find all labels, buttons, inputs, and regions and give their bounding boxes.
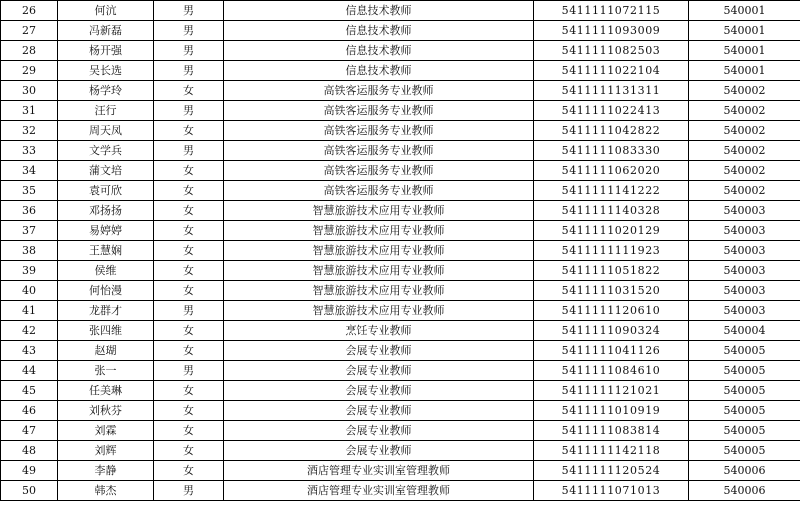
row-number-cell: 33 xyxy=(1,141,58,161)
gender-cell: 女 xyxy=(154,281,224,301)
position-cell: 智慧旅游技术应用专业教师 xyxy=(224,301,534,321)
table-row xyxy=(1,201,800,221)
table-row xyxy=(1,161,800,181)
gender-cell: 女 xyxy=(154,341,224,361)
table-row xyxy=(1,241,800,261)
position-cell: 酒店管理专业实训室管理教师 xyxy=(224,461,534,481)
exam-number-cell: 5411111062020 xyxy=(534,161,689,181)
name-cell: 汪行 xyxy=(58,101,154,121)
gender-cell: 男 xyxy=(154,301,224,321)
table-row xyxy=(1,441,800,461)
gender-cell: 女 xyxy=(154,401,224,421)
row-number-cell: 34 xyxy=(1,161,58,181)
row-number-cell: 37 xyxy=(1,221,58,241)
table-row xyxy=(1,361,800,381)
position-code-cell: 540006 xyxy=(689,461,800,481)
exam-number-cell: 5411111031520 xyxy=(534,281,689,301)
position-cell: 会展专业教师 xyxy=(224,401,534,421)
table-row xyxy=(1,261,800,281)
exam-number-cell: 5411111140328 xyxy=(534,201,689,221)
table-row xyxy=(1,481,800,501)
table-row xyxy=(1,181,800,201)
name-cell: 刘辉 xyxy=(58,441,154,461)
row-number-cell: 36 xyxy=(1,201,58,221)
table-row xyxy=(1,421,800,441)
row-number-cell: 49 xyxy=(1,461,58,481)
name-cell: 韩杰 xyxy=(58,481,154,501)
row-number-cell: 40 xyxy=(1,281,58,301)
row-number-cell: 35 xyxy=(1,181,58,201)
table-row xyxy=(1,1,800,21)
name-cell: 杨开强 xyxy=(58,41,154,61)
position-code-cell: 540005 xyxy=(689,341,800,361)
name-cell: 王慧娴 xyxy=(58,241,154,261)
name-cell: 杨学玲 xyxy=(58,81,154,101)
row-number-cell: 45 xyxy=(1,381,58,401)
gender-cell: 女 xyxy=(154,181,224,201)
name-cell: 刘霖 xyxy=(58,421,154,441)
gender-cell: 男 xyxy=(154,61,224,81)
position-code-cell: 540003 xyxy=(689,221,800,241)
table-row xyxy=(1,101,800,121)
table-row xyxy=(1,21,800,41)
name-cell: 袁可欣 xyxy=(58,181,154,201)
gender-cell: 女 xyxy=(154,241,224,261)
row-number-cell: 39 xyxy=(1,261,58,281)
position-cell: 信息技术教师 xyxy=(224,1,534,21)
gender-cell: 男 xyxy=(154,141,224,161)
table-body xyxy=(1,1,800,501)
gender-cell: 男 xyxy=(154,481,224,501)
exam-number-cell: 5411111082503 xyxy=(534,41,689,61)
table-row xyxy=(1,401,800,421)
position-code-cell: 540002 xyxy=(689,81,800,101)
table-row xyxy=(1,121,800,141)
position-code-cell: 540005 xyxy=(689,441,800,461)
position-code-cell: 540005 xyxy=(689,381,800,401)
table-row xyxy=(1,341,800,361)
gender-cell: 女 xyxy=(154,441,224,461)
exam-number-cell: 5411111121021 xyxy=(534,381,689,401)
exam-number-cell: 5411111072115 xyxy=(534,1,689,21)
exam-number-cell: 5411111084610 xyxy=(534,361,689,381)
name-cell: 冯新磊 xyxy=(58,21,154,41)
position-code-cell: 540002 xyxy=(689,141,800,161)
position-code-cell: 540001 xyxy=(689,1,800,21)
gender-cell: 女 xyxy=(154,161,224,181)
position-cell: 高铁客运服务专业教师 xyxy=(224,181,534,201)
position-code-cell: 540003 xyxy=(689,241,800,261)
row-number-cell: 42 xyxy=(1,321,58,341)
gender-cell: 男 xyxy=(154,21,224,41)
name-cell: 文学兵 xyxy=(58,141,154,161)
table-row xyxy=(1,221,800,241)
table-row xyxy=(1,81,800,101)
gender-cell: 女 xyxy=(154,381,224,401)
gender-cell: 女 xyxy=(154,261,224,281)
exam-number-cell: 5411111093009 xyxy=(534,21,689,41)
position-code-cell: 540002 xyxy=(689,181,800,201)
table-row xyxy=(1,61,800,81)
gender-cell: 女 xyxy=(154,81,224,101)
row-number-cell: 30 xyxy=(1,81,58,101)
row-number-cell: 26 xyxy=(1,1,58,21)
row-number-cell: 27 xyxy=(1,21,58,41)
position-code-cell: 540003 xyxy=(689,281,800,301)
position-code-cell: 540006 xyxy=(689,481,800,501)
position-code-cell: 540001 xyxy=(689,41,800,61)
exam-number-cell: 5411111141222 xyxy=(534,181,689,201)
name-cell: 吴长选 xyxy=(58,61,154,81)
table-row xyxy=(1,281,800,301)
name-cell: 刘秋芬 xyxy=(58,401,154,421)
exam-number-cell: 5411111042822 xyxy=(534,121,689,141)
exam-number-cell: 5411111131311 xyxy=(534,81,689,101)
position-cell: 酒店管理专业实训室管理教师 xyxy=(224,481,534,501)
exam-number-cell: 5411111083330 xyxy=(534,141,689,161)
row-number-cell: 43 xyxy=(1,341,58,361)
row-number-cell: 46 xyxy=(1,401,58,421)
name-cell: 邓扬扬 xyxy=(58,201,154,221)
gender-cell: 女 xyxy=(154,421,224,441)
exam-number-cell: 5411111022104 xyxy=(534,61,689,81)
exam-number-cell: 5411111041126 xyxy=(534,341,689,361)
exam-number-cell: 5411111083814 xyxy=(534,421,689,441)
name-cell: 何沆 xyxy=(58,1,154,21)
exam-number-cell: 5411111010919 xyxy=(534,401,689,421)
position-cell: 会展专业教师 xyxy=(224,341,534,361)
position-code-cell: 540004 xyxy=(689,321,800,341)
exam-number-cell: 5411111022413 xyxy=(534,101,689,121)
gender-cell: 男 xyxy=(154,361,224,381)
position-cell: 信息技术教师 xyxy=(224,61,534,81)
position-cell: 烹饪专业教师 xyxy=(224,321,534,341)
position-code-cell: 540005 xyxy=(689,361,800,381)
name-cell: 任美琳 xyxy=(58,381,154,401)
position-cell: 会展专业教师 xyxy=(224,441,534,461)
exam-number-cell: 5411111120524 xyxy=(534,461,689,481)
gender-cell: 女 xyxy=(154,121,224,141)
table-row xyxy=(1,301,800,321)
exam-number-cell: 5411111142118 xyxy=(534,441,689,461)
name-cell: 何怡漫 xyxy=(58,281,154,301)
table-row xyxy=(1,461,800,481)
position-cell: 高铁客运服务专业教师 xyxy=(224,121,534,141)
position-cell: 会展专业教师 xyxy=(224,361,534,381)
position-cell: 高铁客运服务专业教师 xyxy=(224,161,534,181)
table-row xyxy=(1,41,800,61)
position-code-cell: 540005 xyxy=(689,421,800,441)
gender-cell: 女 xyxy=(154,221,224,241)
row-number-cell: 41 xyxy=(1,301,58,321)
position-cell: 信息技术教师 xyxy=(224,21,534,41)
gender-cell: 女 xyxy=(154,201,224,221)
position-cell: 智慧旅游技术应用专业教师 xyxy=(224,261,534,281)
position-cell: 高铁客运服务专业教师 xyxy=(224,141,534,161)
name-cell: 赵瑚 xyxy=(58,341,154,361)
row-number-cell: 29 xyxy=(1,61,58,81)
name-cell: 张一 xyxy=(58,361,154,381)
position-code-cell: 540002 xyxy=(689,161,800,181)
table-row xyxy=(1,381,800,401)
row-number-cell: 28 xyxy=(1,41,58,61)
row-number-cell: 32 xyxy=(1,121,58,141)
position-cell: 智慧旅游技术应用专业教师 xyxy=(224,241,534,261)
position-code-cell: 540001 xyxy=(689,21,800,41)
row-number-cell: 31 xyxy=(1,101,58,121)
name-cell: 李静 xyxy=(58,461,154,481)
name-cell: 龙群才 xyxy=(58,301,154,321)
position-code-cell: 540002 xyxy=(689,121,800,141)
name-cell: 蒲文培 xyxy=(58,161,154,181)
gender-cell: 女 xyxy=(154,321,224,341)
position-cell: 信息技术教师 xyxy=(224,41,534,61)
exam-number-cell: 5411111051822 xyxy=(534,261,689,281)
exam-number-cell: 5411111071013 xyxy=(534,481,689,501)
position-cell: 会展专业教师 xyxy=(224,421,534,441)
position-cell: 高铁客运服务专业教师 xyxy=(224,101,534,121)
row-number-cell: 50 xyxy=(1,481,58,501)
position-code-cell: 540003 xyxy=(689,301,800,321)
position-cell: 智慧旅游技术应用专业教师 xyxy=(224,221,534,241)
position-code-cell: 540005 xyxy=(689,401,800,421)
row-number-cell: 47 xyxy=(1,421,58,441)
gender-cell: 男 xyxy=(154,41,224,61)
exam-number-cell: 5411111120610 xyxy=(534,301,689,321)
exam-number-cell: 5411111020129 xyxy=(534,221,689,241)
name-cell: 侯维 xyxy=(58,261,154,281)
position-cell: 高铁客运服务专业教师 xyxy=(224,81,534,101)
name-cell: 张四维 xyxy=(58,321,154,341)
position-code-cell: 540003 xyxy=(689,201,800,221)
name-cell: 周天凤 xyxy=(58,121,154,141)
table-row xyxy=(1,321,800,341)
position-code-cell: 540003 xyxy=(689,261,800,281)
position-cell: 智慧旅游技术应用专业教师 xyxy=(224,201,534,221)
row-number-cell: 48 xyxy=(1,441,58,461)
gender-cell: 男 xyxy=(154,101,224,121)
gender-cell: 男 xyxy=(154,1,224,21)
position-cell: 会展专业教师 xyxy=(224,381,534,401)
exam-number-cell: 5411111111923 xyxy=(534,241,689,261)
exam-number-cell: 5411111090324 xyxy=(534,321,689,341)
row-number-cell: 38 xyxy=(1,241,58,261)
name-cell: 易婷婷 xyxy=(58,221,154,241)
position-code-cell: 540002 xyxy=(689,101,800,121)
position-code-cell: 540001 xyxy=(689,61,800,81)
row-number-cell: 44 xyxy=(1,361,58,381)
table-row xyxy=(1,141,800,161)
position-cell: 智慧旅游技术应用专业教师 xyxy=(224,281,534,301)
gender-cell: 女 xyxy=(154,461,224,481)
